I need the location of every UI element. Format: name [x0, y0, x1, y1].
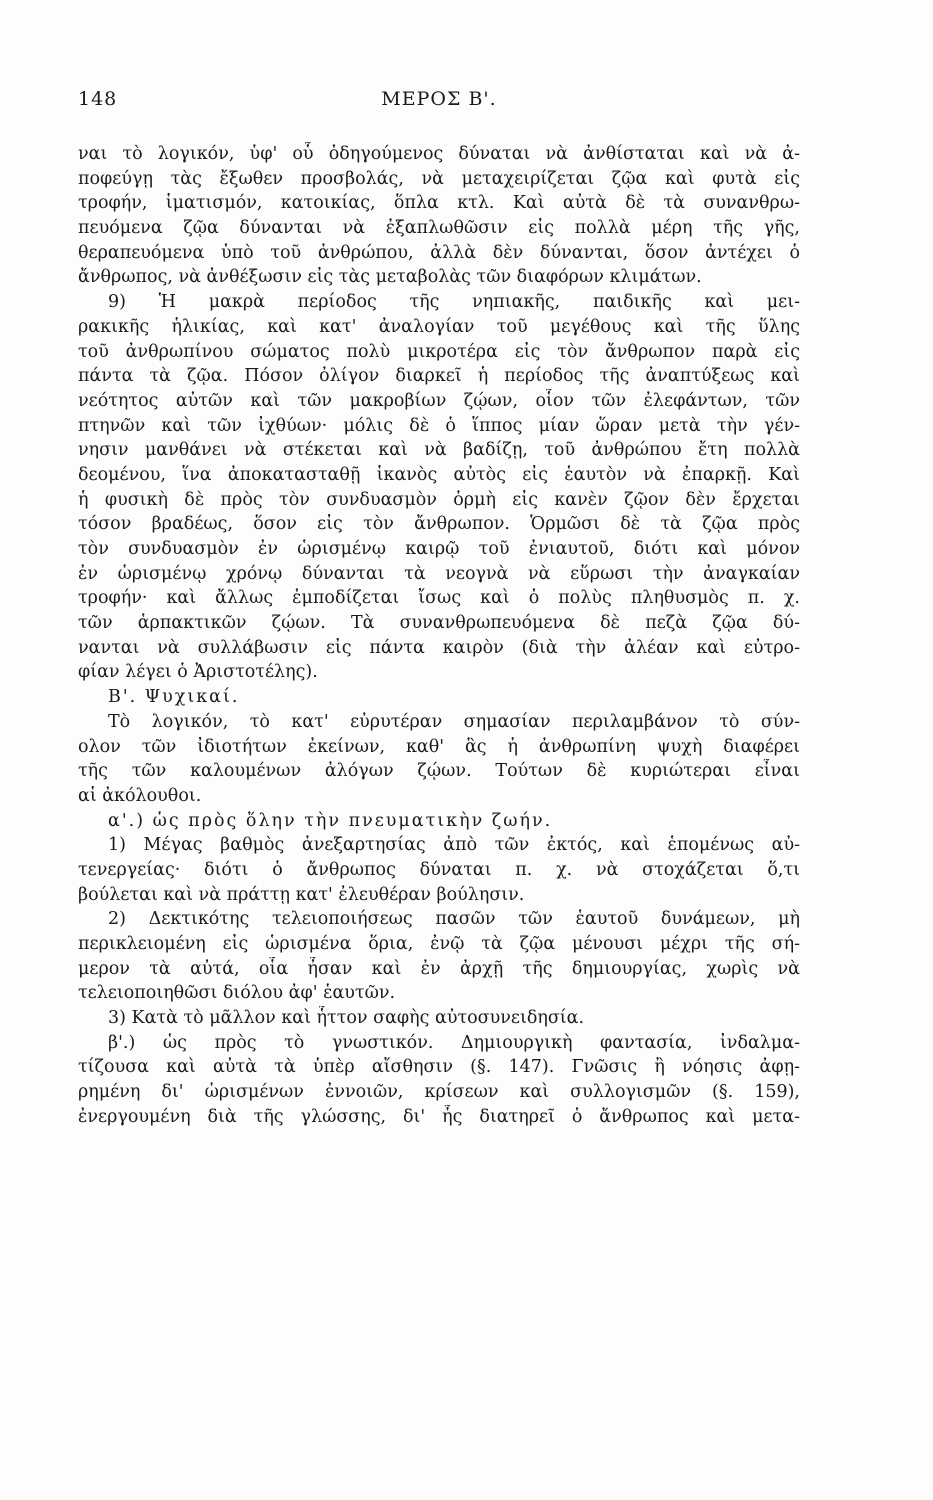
text-line: ολον τῶν ἰδιοτήτων ἐκείνων, καθ' ἃς ἡ ἀνθρωπίνη ψυχὴ διαφέρει: [78, 736, 800, 757]
section-heading-line: Β'. Ψυχικαί.: [108, 687, 240, 708]
text-line: τοῦ ἀνθρωπίνου σώματος πολὺ μικροτέρα εἰς τὸν ἄνθρωπον παρὰ εἰς: [78, 341, 800, 362]
text-line: αἱ ἀκόλουθοι.: [78, 785, 202, 806]
text-line: τροφήν· καὶ ἄλλως ἐμποδίζεται ἴσως καὶ ὁ πολὺς πληθυσμὸς π. χ.: [78, 588, 800, 609]
text-line: β'.) ὡς πρὸς τὸ γνωστικόν. Δημιουργικὴ φαντασία, ἰνδαλμα-: [108, 1032, 800, 1053]
text-line: ἐν ὡρισμένῳ χρόνῳ δύνανται τὰ νεογνὰ νὰ εὕρωσι τὴν ἀναγκαίαν: [78, 563, 800, 584]
text-line: ἄνθρωπος, νὰ ἀνθέξωσιν εἰς τὰς μεταβολὰς τῶν διαφόρων κλιμάτων.: [78, 267, 702, 288]
text-line: ἐνεργουμένη διὰ τῆς γλώσσης, δι' ἧς διατηρεῖ ὁ ἄνθρωπος καὶ μετα-: [78, 1106, 800, 1127]
text-line: τίζουσα καὶ αὐτὰ τὰ ὑπὲρ αἴσθησιν (§. 147). Γνῶσις ἢ νόησις ἀφῃ-: [78, 1057, 800, 1078]
text-line: περικλειομένη εἰς ὡρισμένα ὅρια, ἐνῷ τὰ ζῷα μένουσι μέχρι τῆς σή-: [78, 934, 800, 954]
page-number: 148: [78, 88, 118, 110]
text-line: ρημένη δι' ὡρισμένων ἐννοιῶν, κρίσεων καὶ συλλογισμῶν (§. 159),: [78, 1082, 800, 1103]
text-line: πευόμενα ζῷα δύνανται νὰ ἐξαπλωθῶσιν εἰς πολλὰ μέρη τῆς γῆς,: [78, 218, 800, 239]
text-line: τὸν συνδυασμὸν ἐν ὡρισμένῳ καιρῷ τοῦ ἐνιαυτοῦ, διότι καὶ μόνον: [78, 539, 800, 559]
text-line: θεραπευόμενα ὑπὸ τοῦ ἀνθρώπου, ἀλλὰ δὲν δύνανται, ὅσον ἀντέχει ὁ: [78, 242, 800, 263]
running-head: ΜΕΡΟΣ Β'.: [381, 88, 497, 110]
text-line: νανται νὰ συλλάβωσιν εἰς πάντα καιρὸν (διὰ τὴν ἀλέαν καὶ εὐτρο-: [78, 637, 800, 658]
text-line: δεομένου, ἵνα ἀποκατασταθῇ ἱκανὸς αὐτὸς εἰς ἑαυτὸν νὰ ἐπαρκῇ. Καὶ: [78, 464, 800, 485]
text-line: τελειοποιηθῶσι διόλου ἀφ' ἑαυτῶν.: [78, 983, 396, 1004]
text-line: ποφεύγῃ τὰς ἔξωθεν προσβολάς, νὰ μεταχειρίζεται ζῷα καὶ φυτὰ εἰς: [78, 168, 800, 189]
text-line: φίαν λέγει ὁ Ἀριστοτέλης).: [78, 662, 318, 683]
text-line: τῆς τῶν καλουμένων ἀλόγων ζῴων. Τούτων δὲ κυριώτεραι εἶναι: [78, 761, 800, 782]
section-heading-line: α'.) ὡς πρὸς ὅλην τὴν πνευματικὴν ζωήν.: [108, 810, 553, 831]
text-line: νεότητος αὐτῶν καὶ τῶν μακροβίων ζῴων, οἷον τῶν ἐλεφάντων, τῶν: [78, 390, 800, 411]
text-line: πάντα τὰ ζῷα. Πόσον ὀλίγον διαρκεῖ ἡ περίοδος τῆς ἀναπτύξεως καὶ: [78, 366, 800, 387]
text-line: ρακικῆς ἡλικίας, καὶ κατ' ἀναλογίαν τοῦ μεγέθους καὶ τῆς ὕλης: [78, 316, 800, 337]
page-body-text: [78, 142, 800, 1130]
text-line: 9) Ἡ μακρὰ περίοδος τῆς νηπιακῆς, παιδικῆς καὶ μει-: [108, 292, 800, 313]
text-line: πτηνῶν καὶ τῶν ἰχθύων· μόλις δὲ ὁ ἵππος μίαν ὥραν μετὰ τὴν γέν-: [78, 415, 800, 436]
text-line: τενεργείας· διότι ὁ ἄνθρωπος δύναται π. χ. νὰ στοχάζεται ὅ,τι: [78, 859, 800, 880]
text-line: ναι τὸ λογικόν, ὑφ' οὗ ὁδηγούμενος δύναται νὰ ἀνθίσταται καὶ νὰ ἀ-: [78, 144, 800, 164]
text-line: 2) Δεκτικότης τελειοποιήσεως πασῶν τῶν ἑαυτοῦ δυνάμεων, μὴ: [108, 909, 800, 930]
page-header: [78, 88, 800, 118]
text-line: 1) Μέγας βαθμὸς ἀνεξαρτησίας ἀπὸ τῶν ἐκτός, καὶ ἑπομένως αὐ-: [108, 835, 800, 856]
text-line: τροφήν, ἱματισμόν, κατοικίας, ὅπλα κτλ. Καὶ αὐτὰ δὲ τὰ συνανθρω-: [78, 193, 800, 214]
text-line: 3) Κατὰ τὸ μᾶλλον καὶ ἧττον σαφὴς αὐτοσυνειδησία.: [108, 1008, 585, 1029]
text-line: τόσον βραδέως, ὅσον εἰς τὸν ἄνθρωπον. Ὁρμῶσι δὲ τὰ ζῷα πρὸς: [78, 514, 800, 535]
text-line: βούλεται καὶ νὰ πράττῃ κατ' ἐλευθέραν βούλησιν.: [78, 884, 525, 905]
text-line: τῶν ἁρπακτικῶν ζῴων. Τὰ συνανθρωπευόμενα δὲ πεζὰ ζῷα δύ-: [78, 613, 800, 634]
text-line: μερον τὰ αὐτά, οἷα ἦσαν καὶ ἐν ἀρχῇ τῆς δημιουργίας, χωρὶς νὰ: [78, 958, 800, 979]
text-line: νησιν μανθάνει νὰ στέκεται καὶ νὰ βαδίζῃ, τοῦ ἀνθρώπου ἔτη πολλὰ: [78, 440, 800, 461]
text-line: Τὸ λογικόν, τὸ κατ' εὐρυτέραν σημασίαν περιλαμβάνον τὸ σύν-: [108, 711, 800, 732]
text-line: ἡ φυσικὴ δὲ πρὸς τὸν συνδυασμὸν ὁρμὴ εἰς κανὲν ζῷον δὲν ἔρχεται: [78, 489, 800, 510]
